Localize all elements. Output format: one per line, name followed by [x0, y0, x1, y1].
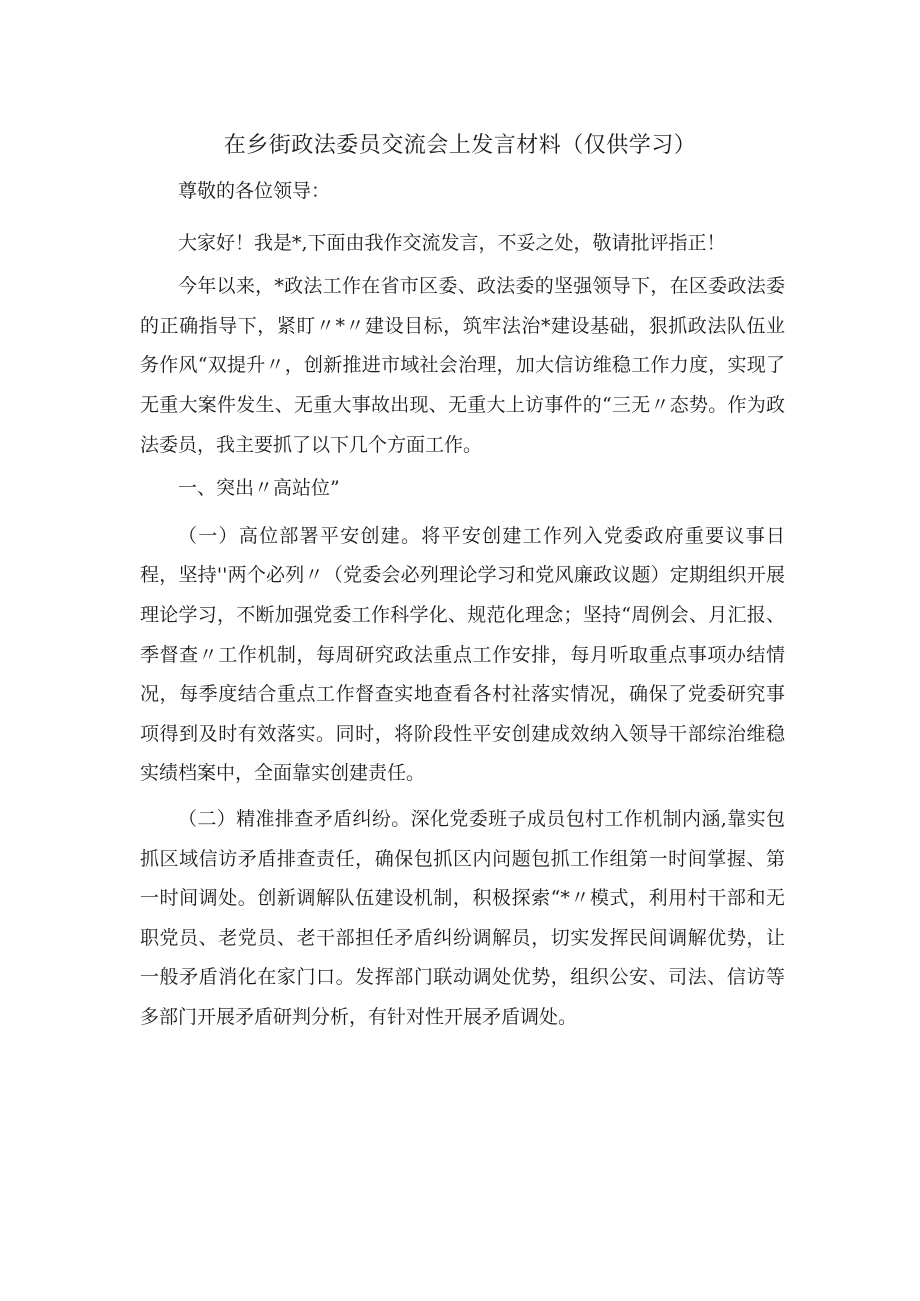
section-heading: 一、突出〃高站位”	[178, 477, 340, 500]
document-title: 在乡街政法委员交流会上发言材料（仅供学习）	[223, 133, 697, 158]
document-body	[140, 172, 785, 1043]
subsection-paragraph-1: （一）高位部署平安创建。将平安创建工作列入党委政府重要议事日程，坚持''两个必列〃（党委会必列理论学习和党风廉政议题）定期组织开展理论学习，不断加强党委工作科学化、规范化理念；坚持“周例会、月汇报、季督查〃工作机制，每周研究政法重点工作安排，每月听取重点事项办结情况，每季度结合重点工作督查实地查看各村社落实情况，确保了党委研究事项得到及时有效落实。同时，将阶段性平安创建成效纳入领导干部综治维稳实绩档案中，全面靠实创建责任。	[140, 524, 785, 785]
subsection-paragraph-2: （二）精准排查矛盾纠纷。深化党委班子成员包村工作机制内涵,靠实包抓区域信访矛盾排查责任，确保包抓区内问题包抓工作组第一时间掌握、第一时间调处。创新调解队伍建设机制，积极探索“*〃模式，利用村干部和无职党员、老党员、老干部担任矛盾纠纷调解员，切实发挥民间调解优势，让一般矛盾消化在家门口。发挥部门联动调处优势，组织公安、司法、信访等多部门开展矛盾研判分析，有针对性开展矛盾调处。	[140, 807, 785, 1028]
greeting-paragraph: 大家好！我是*,下面由我作交流发言，不妥之处，敬请批评指正！	[178, 231, 726, 254]
intro-paragraph: 今年以来，*政法工作在省市区委、政法委的坚强领导下，在区委政法委的正确指导下，紧盯〃*〃建设目标，筑牢法治*建设基础，狠抓政法队伍业务作风“双提升〃，创新推进市域社会治理，加大信访维稳工作力度，实现了无重大案件发生、无重大事故出现、无重大上访事件的“三无〃态势。作为政法委员，我主要抓了以下几个方面工作。	[140, 275, 785, 456]
salutation: 尊敬的各位领导：	[178, 180, 331, 202]
